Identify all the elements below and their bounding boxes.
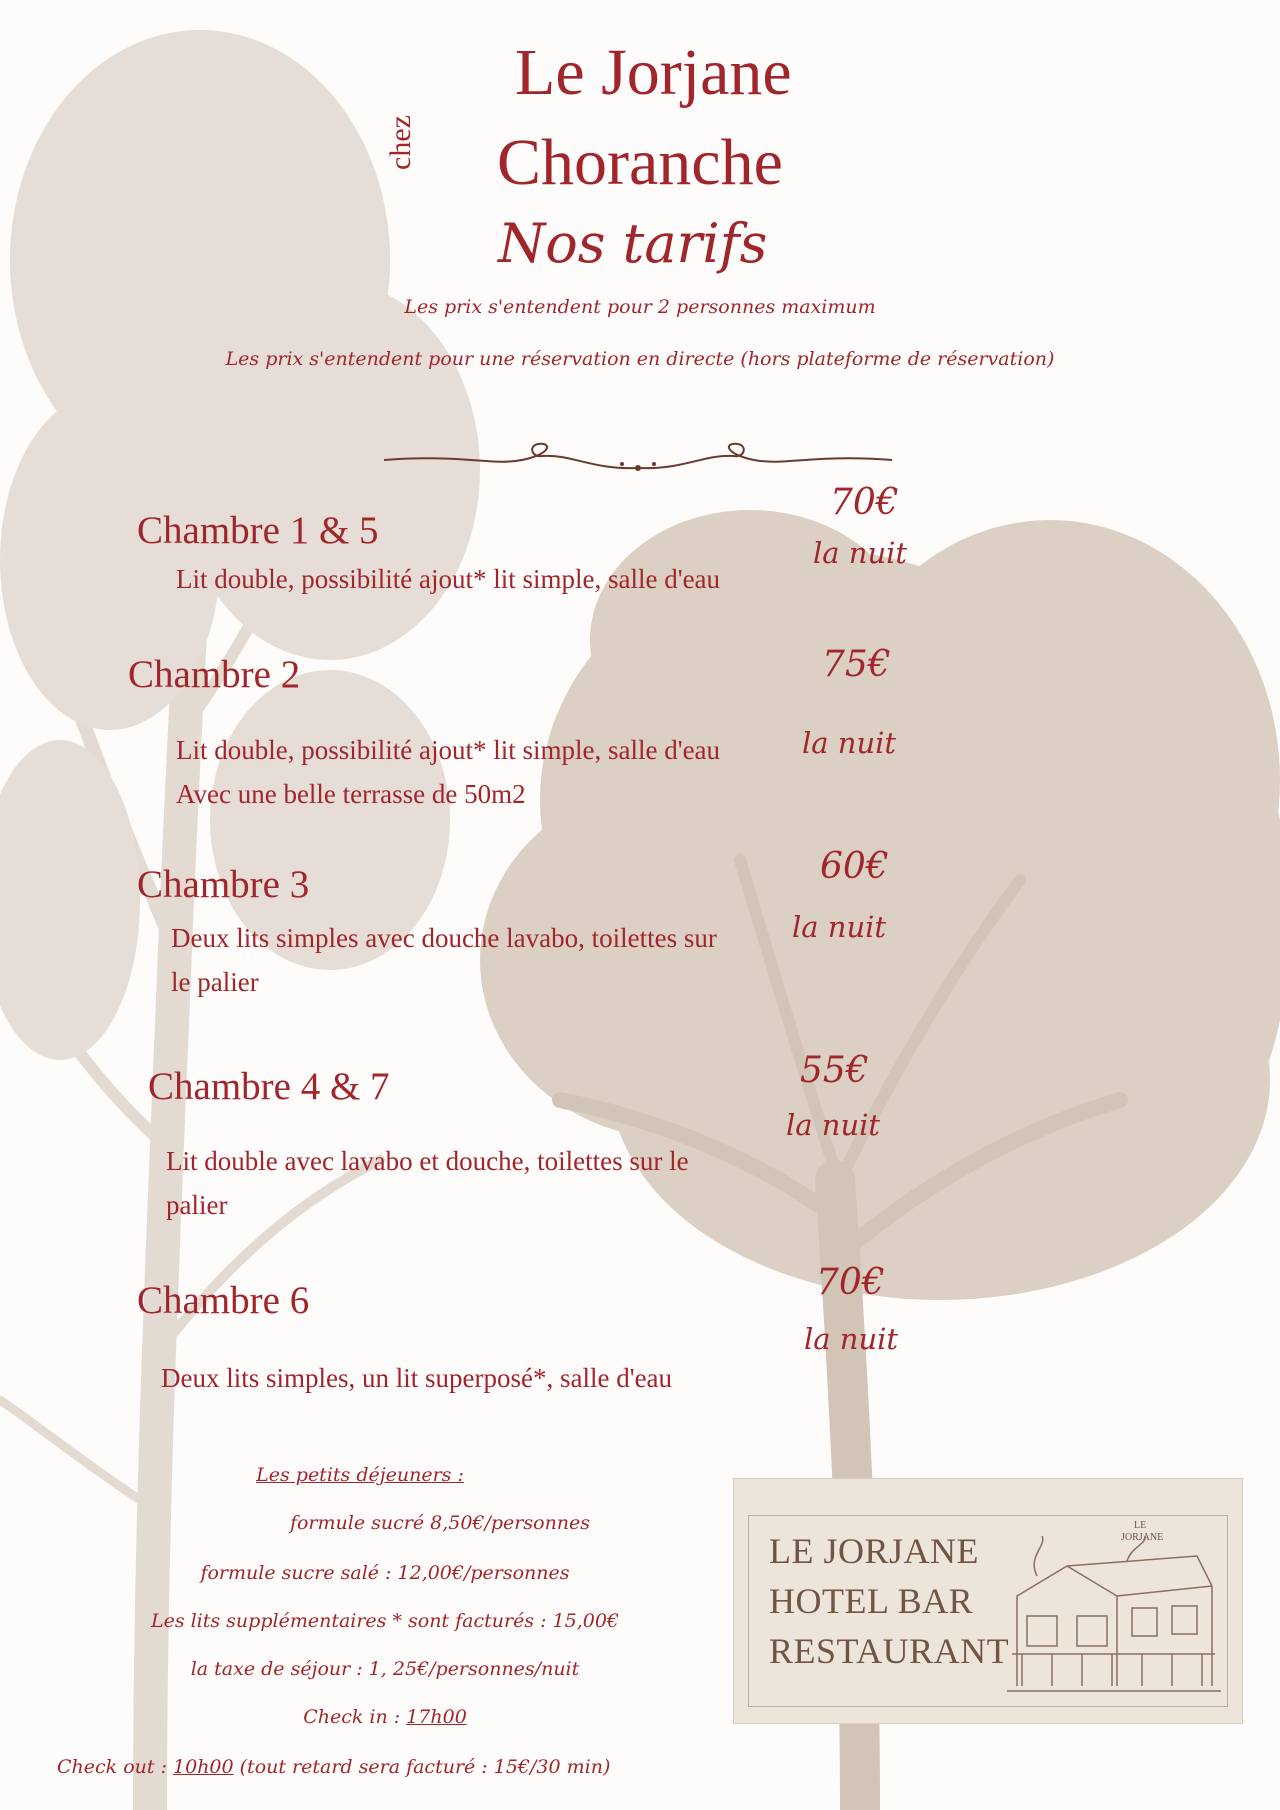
room-3-name: Chambre 3 (137, 863, 310, 906)
room-3-per-night: la nuit (792, 910, 887, 944)
room-1-5-description: Lit double, possibilité ajout* lit simple, salle d'eau (176, 564, 721, 594)
checkout-time: 10h00 (173, 1756, 234, 1778)
checkin-label: Check in : (303, 1706, 407, 1728)
title-line-2: Choranche (497, 126, 783, 199)
checkout-label: Check out : (57, 1756, 174, 1778)
checkout-line (57, 1756, 610, 1778)
hotel-building-sketch-icon (1007, 1536, 1221, 1704)
chez-label: chez (384, 115, 417, 170)
checkout-note: (tout retard sera facturé : 15€/30 min) (233, 1756, 611, 1778)
logo-line-2: HOTEL BAR (769, 1581, 974, 1621)
room-1-5-price: 70€ (830, 482, 899, 523)
extra-beds-note: Les lits supplémentaires * sont facturés : 15,00€ (150, 1610, 620, 1632)
room-2-description: Lit double, possibilité ajout* lit simple, salle d'eau Avec une belle terrasse de 50m2 (176, 735, 721, 809)
checkin-time: 17h00 (406, 1706, 467, 1728)
note-direct-booking: Les prix s'entendent pour une réservation en directe (hors plateforme de réservation) (225, 348, 1055, 370)
breakfast-sweet: formule sucré 8,50€/personnes (289, 1512, 591, 1534)
logo-line-1: LE JORJANE (769, 1531, 979, 1571)
logo-mini-2: JORJANE (1121, 1532, 1164, 1543)
room-3-description: Deux lits simples avec douche lavabo, toilettes sur le palier (171, 923, 717, 997)
room-4-7-description: Lit double avec lavabo et douche, toilettes sur le palier (166, 1146, 689, 1220)
breakfast-title: Les petits déjeuners : (256, 1464, 464, 1486)
room-4-7-per-night: la nuit (786, 1108, 881, 1142)
title-line-1: Le Jorjane (515, 36, 792, 109)
checkin-line (0, 1706, 770, 1728)
room-6-price: 70€ (816, 1262, 885, 1303)
ornament-divider (382, 432, 894, 476)
logo-line-3: RESTAURANT (769, 1631, 1010, 1671)
hotel-logo-frame (748, 1515, 1228, 1707)
room-6-name: Chambre 6 (137, 1279, 310, 1322)
tourist-tax-note: la taxe de séjour : 1, 25€/personnes/nuit (190, 1658, 580, 1680)
logo-mini-1: LE (1134, 1520, 1147, 1531)
room-2-per-night: la nuit (802, 726, 897, 760)
room-4-7-price: 55€ (800, 1050, 869, 1091)
hotel-logo (733, 1478, 1243, 1724)
room-2-name: Chambre 2 (128, 653, 301, 696)
room-2-price: 75€ (822, 644, 891, 685)
note-max-persons: Les prix s'entendent pour 2 personnes maximum (404, 296, 876, 318)
room-4-7-name: Chambre 4 & 7 (148, 1065, 390, 1108)
room-6-per-night: la nuit (804, 1322, 899, 1356)
room-3-price: 60€ (820, 846, 889, 887)
room-1-5-name: Chambre 1 & 5 (137, 509, 379, 552)
breakfast-sweet-savory: formule sucre salé : 12,00€/personnes (200, 1562, 570, 1584)
room-1-5-per-night: la nuit (813, 536, 908, 570)
subtitle: Nos tarifs (498, 212, 768, 275)
room-6-description: Deux lits simples, un lit superposé*, salle d'eau (161, 1363, 673, 1393)
